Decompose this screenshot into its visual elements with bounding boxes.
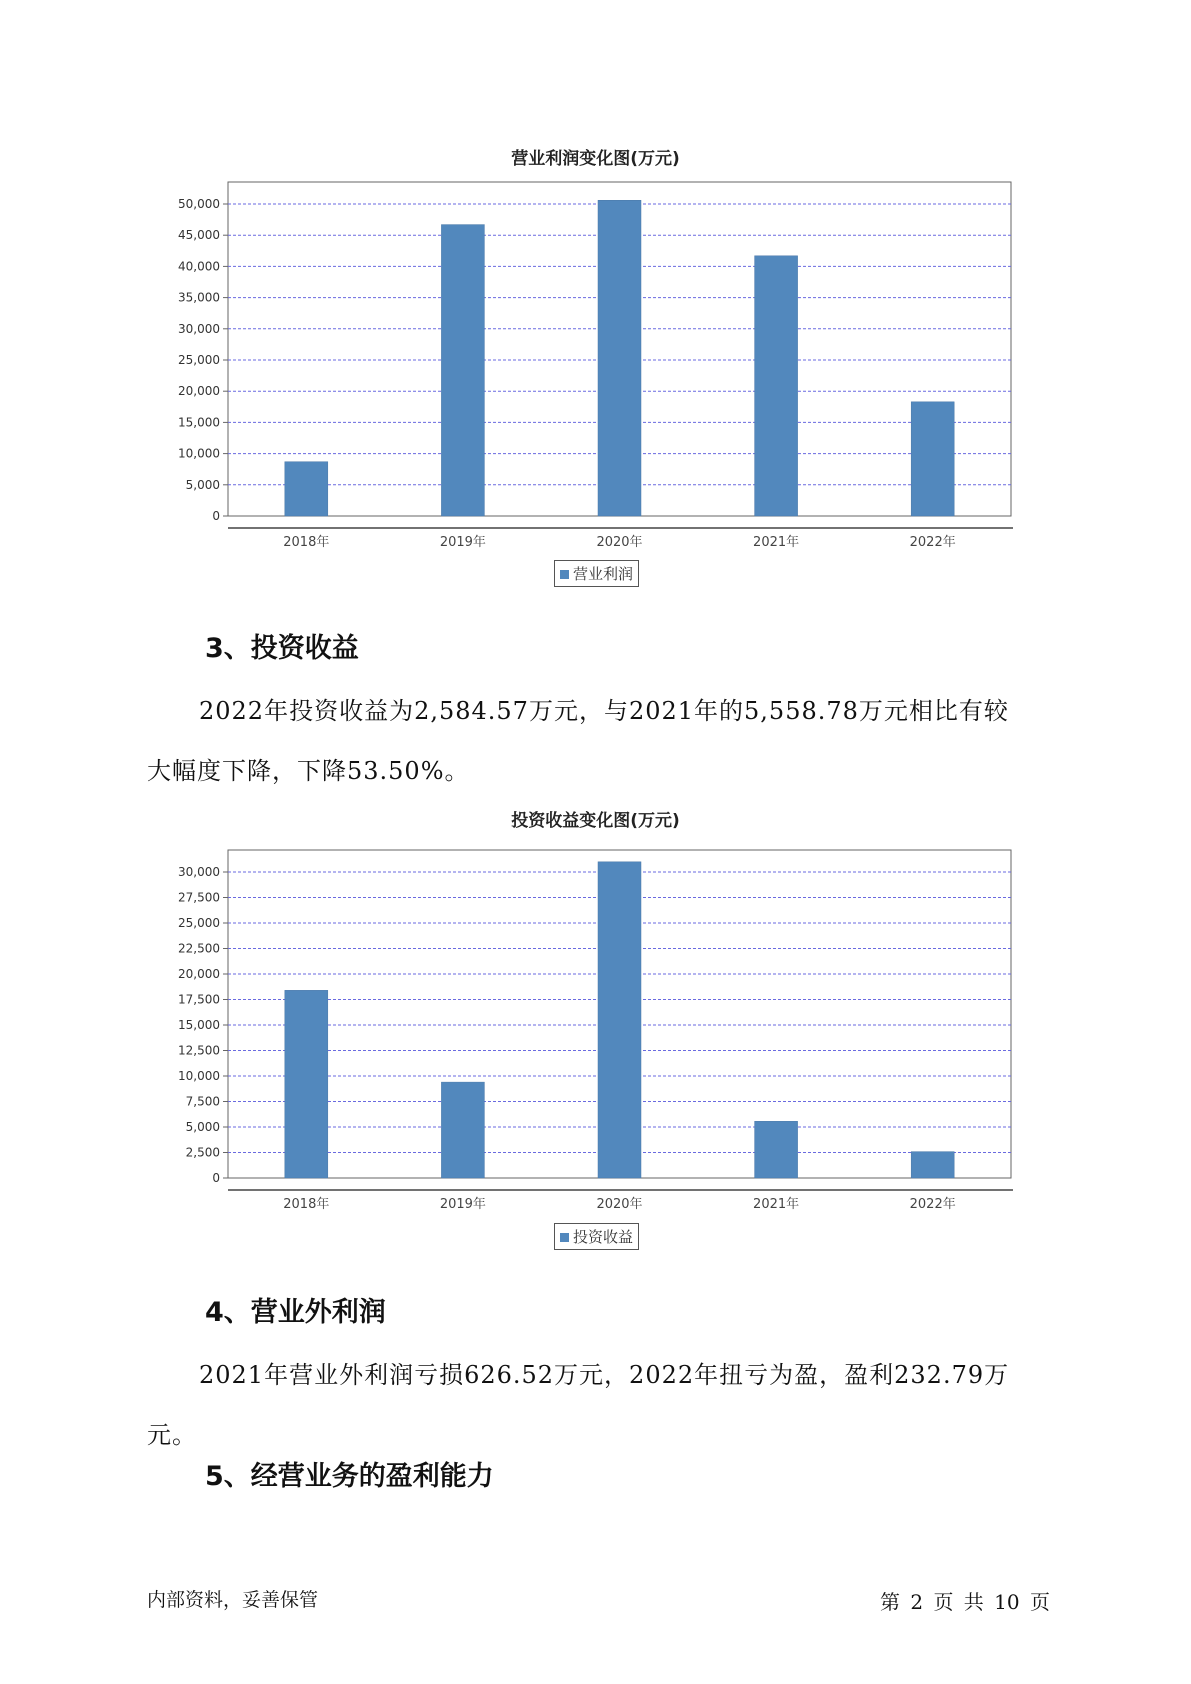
- footer-page-number: 第 2 页 共 10 页: [880, 1590, 1050, 1614]
- chart2-legend-label: 投资收益: [573, 1228, 634, 1246]
- chart2-ytick-label: 27,500: [178, 890, 220, 905]
- chart2-ytick-label: 2,500: [185, 1145, 220, 1160]
- chart2-ytick-label: 15,000: [178, 1018, 220, 1032]
- chart2-ytick-label: 10,000: [178, 1069, 220, 1083]
- chart2-ytick-label: 5,000: [185, 1120, 220, 1134]
- chart2-ytick-label: 12,500: [178, 1043, 220, 1058]
- para-nonop-line1: 2021年营业外利润亏损626.52万元，2022年扭亏为盈，盈利232.79万: [199, 1361, 1010, 1389]
- chart1-xtick-label: 2018年: [283, 535, 330, 550]
- chart1-xtick-label: 2019年: [439, 535, 486, 550]
- chart2-bar-2020年: [598, 862, 641, 1178]
- chart1-ytick-label: 40,000: [178, 259, 220, 274]
- chart1-ytick-label: 20,000: [178, 384, 220, 399]
- chart2-bar-2021年: [755, 1121, 798, 1178]
- section-heading-invest: 3、投资收益: [205, 633, 359, 664]
- chart2-legend: [554, 1223, 639, 1250]
- chart1-ytick-label: 35,000: [178, 290, 220, 305]
- chart1-legend-label: 营业利润: [573, 565, 634, 583]
- chart1-ytick-label: 0: [212, 509, 220, 523]
- chart1-xtick-label: 2022年: [909, 535, 956, 550]
- chart2-bar-2019年: [441, 1082, 484, 1178]
- chart2-ytick-label: 20,000: [178, 967, 220, 981]
- chart2-ytick-label: 0: [212, 1171, 220, 1185]
- footer-confidential: 内部资料，妥善保管: [147, 1589, 319, 1611]
- chart1-ytick-label: 50,000: [178, 197, 220, 211]
- chart2-xtick-label: 2022年: [909, 1197, 956, 1212]
- chart1-ytick-label: 5,000: [185, 477, 220, 492]
- chart2-ytick-label: 22,500: [178, 941, 220, 956]
- chart2-bar-2022年: [911, 1152, 954, 1178]
- para-nonop: [147, 1345, 1047, 1465]
- chart2-ytick-label: 17,500: [178, 992, 220, 1007]
- chart1-ytick-label: 30,000: [178, 321, 220, 336]
- chart1-ytick-label: 45,000: [178, 228, 220, 243]
- chart1-ytick-label: 15,000: [178, 415, 220, 430]
- section-heading-ops: 5、经营业务的盈利能力: [205, 1461, 494, 1492]
- chart2-xtick-label: 2020年: [596, 1197, 643, 1212]
- chart2-ytick-label: 30,000: [178, 865, 220, 879]
- chart2-title: 投资收益变化图(万元): [511, 811, 680, 831]
- para-invest-line1: 2022年投资收益为2,584.57万元，与2021年的5,558.78万元相比有较: [199, 697, 1009, 725]
- legend-swatch: [560, 1233, 569, 1242]
- chart2-xtick-label: 2018年: [283, 1197, 330, 1212]
- chart2-bar-2018年: [285, 990, 328, 1178]
- chart2-xtick-label: 2021年: [753, 1197, 800, 1212]
- chart1-xtick-label: 2020年: [596, 535, 643, 550]
- chart2-ytick-label: 25,000: [178, 916, 220, 930]
- chart1-ytick-label: 25,000: [178, 353, 220, 367]
- chart1-xtick-label: 2021年: [753, 535, 800, 550]
- section-heading-nonop: 4、营业外利润: [205, 1297, 386, 1328]
- para-nonop-line2: 元。: [147, 1421, 197, 1449]
- chart2-ytick-label: 7,500: [185, 1094, 220, 1109]
- para-invest-line2: 大幅度下降，下降53.50%。: [147, 757, 470, 785]
- chart1-title: 营业利润变化图(万元): [511, 149, 680, 169]
- chart1-ytick-label: 10,000: [178, 446, 220, 461]
- chart2-xtick-label: 2019年: [439, 1197, 486, 1212]
